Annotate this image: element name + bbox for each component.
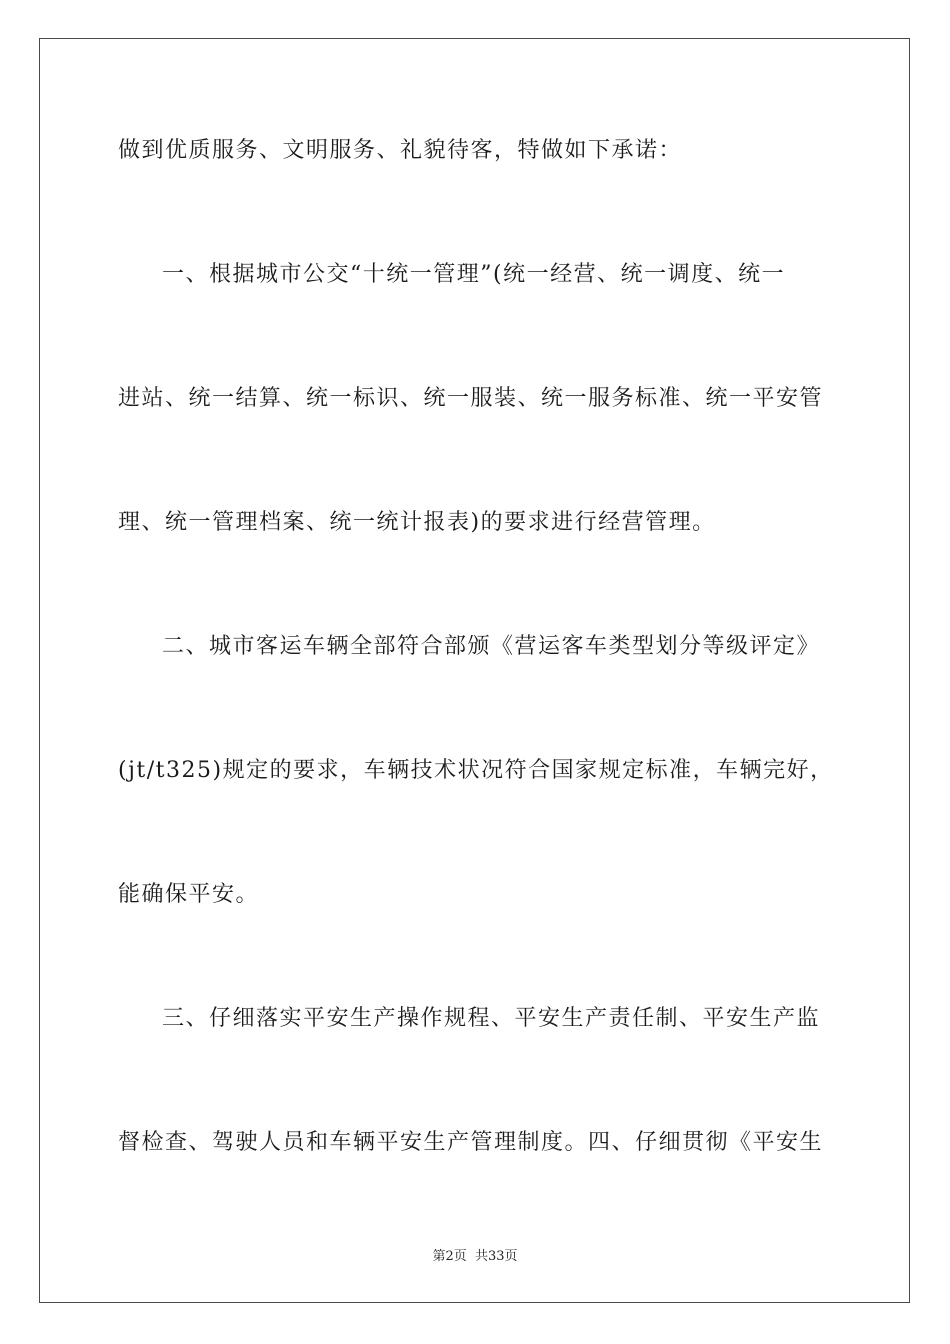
- page-border: [39, 38, 910, 1303]
- page-footer: [0, 1248, 950, 1266]
- text-line-8: 三、仔细落实平安生产操作规程、平安生产责任制、平安生产监: [162, 1006, 821, 1031]
- text-line-4: 理、统一管理档案、统一统计报表)的要求进行经营管理。: [118, 510, 716, 535]
- text-line-5: 二、城市客运车辆全部符合部颁《营运客车类型划分等级评定》: [162, 634, 821, 659]
- text-line-3: 进站、统一结算、统一标识、统一服装、统一服务标准、统一平安管: [118, 386, 824, 411]
- text-line-9: 督检查、驾驶人员和车辆平安生产管理制度。四、仔细贯彻《平安生: [118, 1130, 824, 1155]
- text-line-6: (jt/t325)规定的要求，车辆技术状况符合国家规定标准，车辆完好，: [118, 758, 834, 783]
- page-total: 共33页: [474, 1249, 518, 1264]
- text-line-2: 一、根据城市公交“十统一管理”(统一经营、统一调度、统一: [162, 262, 786, 287]
- page-number: 第2页: [432, 1249, 467, 1264]
- text-line-1: 做到优质服务、文明服务、礼貌待客，特做如下承诺：: [118, 138, 683, 163]
- text-line-7: 能确保平安。: [118, 882, 260, 907]
